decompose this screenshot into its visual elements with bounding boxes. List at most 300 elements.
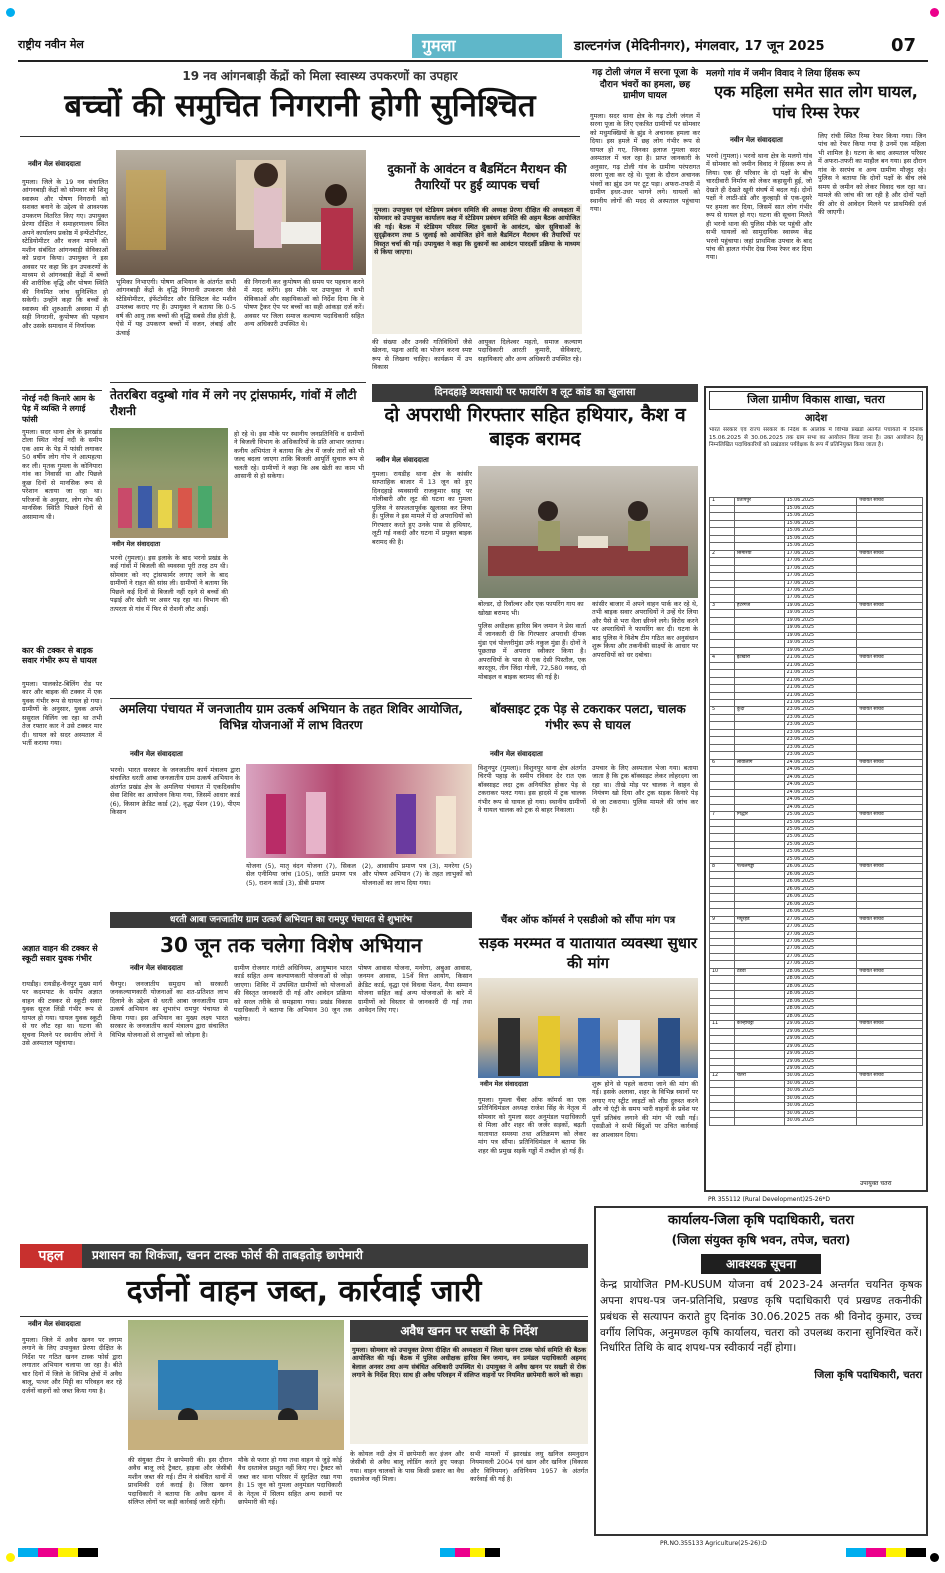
schedule-cell [857,1088,923,1095]
schedule-row [710,849,923,856]
ajnat-text: रायडीह। रायडीह-चैनपुर मुख्य मार्ग पर कदमपाट के समीप अज्ञात वाहन की टक्कर से स्कूटी सवार युवक सूरज लिंडी गंभीर रूप से घायल हो गया। घायल युवक स्कूटी से घर लौट रहा था। घटना की सूचना मिलने पर स्थानीय लोगों ने उसे अस्पताल पहुंचाया। [22,980,102,1048]
malgo-kicker: मलगो गांव में जमीन विवाद ने लिया हिंसक रूप [706,69,860,79]
schedule-cell: 24.06.2025 [784,797,857,804]
schedule-cell: 15.06.2025 [784,513,857,520]
schedule-cell [857,767,923,774]
schedule-cell [734,1006,784,1013]
schedule-cell [857,565,923,572]
schedule-cell [734,662,784,669]
schedule-cell: गिद्धौर [734,812,784,819]
schedule-cell [857,617,923,624]
schedule-cell [734,767,784,774]
schedule-cell: मयूरहंड [734,916,784,923]
schedule-cell: 28.06.2025 [784,983,857,990]
schedule-cell: प्रतापपुर [734,498,784,505]
dukan-text: गुमला। उपायुक्त एवं स्टेडियम प्रबंधन समिति की अध्यक्ष प्रेरणा दीक्षित की अध्यक्षता में सोमवार को उपायुक्त कार्यालय कक्ष में स्टेडियम प्रबंधन समिति की अहम बैठक आयोजित की गई। बैठक में स्टेडियम परिसर स्थित दुकानों के आवंटन, खेल सुविधाओं के सुदृढ़ीकरण तथा 5 जुलाई को आयोजित होने वाले बैडमिंटन मैराथन की तैयारियों पर विस्तृत चर्चा की गई। उपायुक्त ने कहा कि दुकानों का आवंटन पारदर्शी प्रक्रिया के माध्यम से किया जाएगा। [372,204,582,334]
schedule-cell [857,946,923,953]
schedule-row [710,625,923,632]
schedule-cell: 17.06.2025 [784,595,857,602]
pahal-column-1: गुमला। जिले में अवैध खनन पर लगाम लगाने के लिए उपायुक्त प्रेरणा दीक्षित के निर्देश पर गठित खनन टास्क फोर्स द्वारा लगातार अभियान चलाया जा रहा है। बीते चार दिनों में जिले के विभिन्न क्षेत्रों में अवैध बालू, पत्थर और मिट्टी का परिवहन कर रहे दर्जनों वाहनों को जब्त किया गया है। [22,1336,122,1395]
schedule-cell [734,640,784,647]
divider [110,382,366,383]
notice-title: आदेश [804,412,828,424]
schedule-cell [710,580,735,587]
schedule-cell [857,752,923,759]
schedule-cell [734,722,784,729]
schedule-cell [857,1065,923,1072]
schedule-row [710,692,923,699]
schedule-row [710,946,923,953]
schedule-cell [710,931,735,938]
schedule-cell [857,991,923,998]
schedule-cell: 23.06.2025 [784,737,857,744]
malgo-headline: एक महिला समेत सात लोग घायल, पांच रिम्स रेफर [714,82,918,122]
schedule-cell [857,961,923,968]
schedule-cell [857,976,923,983]
pahal-byline: नवीन मेल संवाददाता [28,1320,81,1328]
schedule-cell [734,789,784,796]
schedule-cell [857,1028,923,1035]
chamber-column-2: शुरू होने से पहले कराया जाने की मांग की गई। इसके अलावा, शहर के विभिन्न स्थानों पर लगाए गए स्ट्रीट लाइटों को शीघ्र दुरुस्त करने और नो एंट्री के समय भारी वाहनों के प्रवेश पर पूर्ण प्रतिबंध लगाने की मांग भी रखी गई। एसडीओ ने सभी बिंदुओं पर उचित कार्रवाई का आश्वासन दिया। [592,1080,698,1139]
schedule-cell [734,939,784,946]
schedule-cell [710,1065,735,1072]
pahal-column-2: की संयुक्त टीम ने छापेमारी की। इस दौरान अवैध बालू लदे ट्रैक्टर, हाइवा और जेसीबी मशीन जब्त की गई। टीम ने संबंधित थानों में प्राथमिकी दर्ज कराई है। जिला खनन पदाधिकारी ने बताया कि अवैध खनन में संलिप्त लोगों पर कड़ी कार्रवाई जारी रहेगी। [128,1456,232,1507]
schedule-row [710,602,923,609]
schedule-cell [857,640,923,647]
schedule-cell [710,558,735,565]
schedule-cell [710,662,735,669]
schedule-cell [857,1051,923,1058]
schedule-cell: 27.06.2025 [784,924,857,931]
schedule-cell: 21.06.2025 [784,670,857,677]
amliya-column-1: भरनो। भारत सरकार के जनजातीय कार्य मंत्रालय द्वारा संचालित धरती आबा जनजातीय ग्राम उत्कर्ष अभियान के अंतर्गत प्रखंड क्षेत्र के अमलिया पंचायत में एकदिवसीय सेवा शिविर का आयोजन किया गया, जिसमें आधार कार्ड (6), किसान क्रेडिट कार्ड (2), वृद्धा पेंशन (19), पीएम किसान [110,766,240,817]
schedule-cell: 15.06.2025 [784,528,857,535]
schedule-cell: 3 [710,602,735,609]
schedule-cell [734,849,784,856]
schedule-cell: 23.06.2025 [784,707,857,714]
schedule-cell [734,894,784,901]
schedule-cell [857,505,923,512]
schedule-cell [857,580,923,587]
schedule-row [710,580,923,587]
schedule-cell [710,976,735,983]
photo-police-icon [478,466,698,598]
schedule-cell: पंचायत सचिव [857,864,923,871]
schedule-cell: 26.06.2025 [784,871,857,878]
schedule-cell: 1 [710,498,735,505]
schedule-cell [857,998,923,1005]
schedule-row [710,558,923,565]
schedule-cell: 25.06.2025 [784,841,857,848]
schedule-cell [710,737,735,744]
schedule-cell [857,677,923,684]
schedule-row [710,1095,923,1102]
transformer-column-2: हो रहे थे। इस मौके पर स्थानीय जनप्रतिनिधि व ग्रामीणों ने बिजली विभाग के अधिकारियों के प्रति आभार जताया। कनीय अभियंता ने बताया कि क्षेत्र में जर्जर तारों को भी जल्द बदला जाएगा ताकि बिजली आपूर्ति सुचारु रूप से चलती रहे। ग्रामीणों ने कहा कि अब खेती का काम भी आसानी से हो सकेगा। [234,430,364,481]
schedule-cell [857,1013,923,1020]
schedule-row [710,968,923,975]
schedule-cell [734,946,784,953]
notice-agri-office: कार्यालय-जिला कृषि पदाधिकारी, चतरा [668,1213,854,1228]
schedule-cell: 19.06.2025 [784,625,857,632]
amliya-byline: नवीन मेल संवाददाता [130,750,183,758]
schedule-cell [857,662,923,669]
schedule-cell [710,961,735,968]
boxite-column-2: उपचार के लिए अस्पताल भेजा गया। बताया जाता है कि ट्रक बॉक्साइट लेकर लोहरदगा जा रहा था। तीखे मोड़ पर चालक ने वाहन से नियंत्रण खो दिया और ट्रक सड़क किनारे पेड़ से जा टकराया। पुलिस मामले की जांच कर रही है। [592,764,698,815]
photo-truck-icon [128,1320,344,1450]
schedule-row [710,1013,923,1020]
registration-mark [6,1553,15,1562]
schedule-cell [734,1080,784,1087]
schedule-cell: 12 [710,1073,735,1080]
schedule-cell: 23.06.2025 [784,752,857,759]
dukan-column-a: की संख्या और उनकी गतिविधियों जैसे खेलना, पढ़ना आदि का भोजन करना स्पष्ट रूप से लिखना चाहिए। कार्यक्रम में उप विकास [372,338,472,372]
schedule-cell [857,894,923,901]
schedule-cell [857,543,923,550]
schedule-cell [734,632,784,639]
schedule-cell [734,924,784,931]
schedule-cell: 25.06.2025 [784,849,857,856]
schedule-cell [857,520,923,527]
schedule-cell [710,744,735,751]
schedule-cell [857,886,923,893]
schedule-cell [710,617,735,624]
schedule-cell: 28.06.2025 [784,1006,857,1013]
schedule-row [710,767,923,774]
schedule-cell: 30.06.2025 [784,1095,857,1102]
schedule-cell [734,886,784,893]
schedule-cell: 27.06.2025 [784,939,857,946]
schedule-cell [734,931,784,938]
firing-byline: नवीन मेल संवाददाता [376,456,429,464]
schedule-cell: 30.06.2025 [784,1110,857,1117]
schedule-cell: 15.06.2025 [784,543,857,550]
amliya-headline: अमलिया पंचायत में जनजातीय ग्राम उत्कर्ष अभियान के तहत शिविर आयोजित, विभिन्न योजनाओं में लाभ वितरण [119,702,463,732]
schedule-row [710,804,923,811]
schedule-cell [710,1058,735,1065]
notice-sign: उपायुक्त चतरा [860,1180,892,1187]
schedule-cell [734,610,784,617]
schedule-cell: 25.06.2025 [784,834,857,841]
schedule-cell [734,856,784,863]
schedule-cell [710,909,735,916]
pahal-headline: दर्जनों वाहन जब्त, कार्रवाई जारी [126,1274,482,1309]
schedule-cell: 19.06.2025 [784,610,857,617]
schedule-cell: 17.06.2025 [784,573,857,580]
schedule-row [710,752,923,759]
schedule-cell [710,535,735,542]
schedule-row [710,662,923,669]
schedule-cell [857,924,923,931]
schedule-row [710,782,923,789]
dharti-column-1: चैनपुर। जनजातीय समुदाय को सरकारी जनकल्याणकारी योजनाओं का शत-प्रतिशत लाभ दिलाने के उद्देश्य से धरती आबा जनजातीय ग्राम उत्कर्ष अभियान का शुभारंभ रामपुर पंचायत से किया गया। इस अभियान का मुख्य लक्ष्य भारत सरकार के जनजातीय कार्य मंत्रालय द्वारा संचालित विभिन्न योजनाओं से लाभुकों को जोड़ना है। [110,980,228,1039]
schedule-row [710,789,923,796]
schedule-row [710,1028,923,1035]
schedule-cell: 15.06.2025 [784,498,857,505]
schedule-cell [734,587,784,594]
notice-office: जिला ग्रामीण विकास शाखा, चतरा [709,391,923,410]
notice-agri-pr: PR.NO.355133 Agriculture(25-26):D [660,1540,767,1547]
schedule-cell [710,729,735,736]
photo-officials-icon [116,150,366,275]
schedule-cell [734,953,784,960]
schedule-cell [857,685,923,692]
schedule-cell [734,744,784,751]
dharti-kicker: धरती आबा जनजातीय ग्राम उत्कर्ष अभियान का रामपुर पंचायत से शुभारंभ [110,912,472,928]
transformer-photo [110,428,228,538]
schedule-cell [734,595,784,602]
schedule-row [710,737,923,744]
schedule-cell [710,774,735,781]
schedule-cell [710,819,735,826]
schedule-cell [710,632,735,639]
schedule-cell [857,1118,923,1125]
schedule-cell: पंचायत सचिव [857,707,923,714]
schedule-cell: पंचायत सचिव [857,498,923,505]
schedule-cell: 21.06.2025 [784,677,857,684]
dharti-byline: नवीन मेल संवाददाता [130,964,183,972]
pahal-column-3: मौके से फरार हो गया तथा वाहन से जुड़े कोई वैध दस्तावेज प्रस्तुत नहीं किए गए। ट्रैक्टर को जब्त कर थाना परिसर में सुरक्षित रखा गया है। 15 जून को गुमला अनुमंडल पदाधिकारी के नेतृत्व में सिलम सहित अन्य स्थानों पर छापेमारी की गई। [238,1456,342,1507]
schedule-row [710,797,923,804]
schedule-cell [734,961,784,968]
schedule-cell [710,1103,735,1110]
notice-intro: भारत सरकार एवं राज्य सरकार के निर्देश के आलोक में विभिन्न प्रखंडों अंतर्गत पंचायतों में दिनांक 15.06.2025 से 30.06.2025 तक ग्राम सभा का आयोजन किया जाना है। उक्त आयोजन हेतु निम्नलिखित पदाधिकारियों को प्रखंडवार पर्यवेक्षक के रूप में प्रतिनियुक्त किया जाता है। [709,427,923,449]
schedule-cell: 26.06.2025 [784,909,857,916]
schedule-cell: पंचायत सचिव [857,968,923,975]
schedule-cell [710,804,735,811]
schedule-cell [857,692,923,699]
schedule-cell [710,714,735,721]
schedule-cell [857,953,923,960]
pahal-kicker: प्रशासन का शिकंजा, खनन टास्क फोर्स की ताबड़तोड़ छापेमारी [92,1248,363,1262]
schedule-cell: 27.06.2025 [784,953,857,960]
schedule-cell [710,998,735,1005]
avaidh-column-1: के कोयल नदी क्षेत्र में छापेमारी कर इंजन और जेसीबी से अवैध बालू लोडिंग करते हुए पकड़ा गया। वाहन चालकों के पास किसी प्रकार का वैध दस्तावेज नहीं मिला। [350,1450,464,1484]
schedule-cell [857,1095,923,1102]
schedule-row [710,513,923,520]
notice-schedule-table [709,497,923,1125]
schedule-cell [857,573,923,580]
schedule-cell: 8 [710,864,735,871]
schedule-row [710,573,923,580]
schedule-cell: 24.06.2025 [784,782,857,789]
schedule-cell: 25.06.2025 [784,856,857,863]
schedule-cell [857,909,923,916]
chamber-photo [478,978,698,1078]
schedule-cell [734,752,784,759]
schedule-cell [734,1118,784,1125]
schedule-row [710,879,923,886]
schedule-cell: 19.06.2025 [784,632,857,639]
schedule-cell [734,535,784,542]
schedule-cell: 17.06.2025 [784,580,857,587]
malgo-text: भरनो (गुमला)। भरनो थाना क्षेत्र के मलगो गांव में सोमवार को जमीन विवाद ने हिंसक रूप ले लिया। एक ही परिवार के दो पक्षों के बीच चारदीवारी निर्माण को लेकर कहासुनी हुई, जो देखते ही देखते खूनी संघर्ष में बदल गई। दोनों पक्षों ने लाठी-डंडे और कुल्हाड़ी से एक-दूसरे पर हमला कर दिया, जिसमें सात लोग गंभीर रूप से घायल हो गए। घटना की सूचना मिलते ही भरनो थाना की पुलिस मौके पर पहुंची और सभी घायलों को सामुदायिक स्वास्थ्य केंद्र भरनो पहुंचाया। जहां प्राथमिक उपचार के बाद पांच की हालत गंभीर देख रिम्स रेफर कर दिया गया। [706,152,812,262]
schedule-cell [734,841,784,848]
schedule-row [710,812,923,819]
schedule-cell [857,931,923,938]
schedule-cell [710,834,735,841]
schedule-cell [734,580,784,587]
schedule-row [710,961,923,968]
notice-agri-body: केन्द्र प्रायोजित PM-KUSUM योजना वर्ष 2023-24 अन्तर्गत चयनित कृषक अपना शपथ-पत्र जन-प्रतिनिधि, प्रखण्ड कृषि पदाधिकारी एवं प्रखण्ड तकनीकी प्रबंधक से सत्यापन कराते हुए दिनांक 30.06.2025 तक श्री विनोद कुमार, उच्च वर्गीय लिपिक, अनुमण्डल कृषि कार्यालय, चतरा को उपलब्ध कराना सुनिश्चित करें। निर्धारित तिथि के बाद शपथ-पत्र स्वीकार्य नहीं होगा। [600,1278,922,1355]
lead-photo [116,150,366,275]
schedule-cell [857,983,923,990]
schedule-cell: 23.06.2025 [784,722,857,729]
photo-camp-icon [246,764,472,858]
schedule-row [710,722,923,729]
masthead [18,32,928,62]
schedule-cell [857,670,923,677]
schedule-cell [857,789,923,796]
firing-caption: बोल्डर, दो रिवॉल्वर और एक फायरिंग गाय का खोखा बरामद भी। [478,600,584,617]
schedule-cell [857,610,923,617]
gadtoli-headline: गढ़ टोली जंगल में सरना पूजा के दौरान भंवरों का हमला, छह ग्रामीण घायल [592,68,698,102]
schedule-row [710,685,923,692]
transformer-column-1: भरनो (गुमला)। इस इलाके के बाद भरनो प्रखंड के कई गांवों में बिजली की व्यवस्था पूरी तरह ठप थी। सोमवार को नए ट्रांसफार्मर लगाए जाने के बाद ग्रामीणों ने राहत की सांस ली। ग्रामीणों ने बताया कि पिछले कई दिनों से बिजली नहीं रहने से बच्चों की पढ़ाई और खेती पर असर पड़ रहा था। विभाग की तत्परता से गांव में फिर से रोशनी लौट आई। [110,554,228,613]
schedule-cell [734,1028,784,1035]
chamber-column-1: गुमला। गुमला चैंबर ऑफ कॉमर्स का एक प्रतिनिधिमंडल अध्यक्ष राजेश सिंह के नेतृत्व में सोमवार को गुमला सदर अनुमंडल पदाधिकारी से मिला और शहर की जर्जर सड़कों, बढ़ती यातायात समस्या तथा अतिक्रमण को लेकर मांग पत्र सौंपा। प्रतिनिधिमंडल ने बताया कि शहर की प्रमुख सड़कें गड्ढों में तब्दील हो गई हैं। [478,1096,586,1155]
transformer-headline: तेतरबिरा वदुम्बो गांव में लगे नए ट्रांसफार्मर, गांवों में लौटी रौशनी [110,388,357,418]
schedule-cell [734,782,784,789]
schedule-cell [857,1058,923,1065]
schedule-cell: 17.06.2025 [784,550,857,557]
schedule-cell: 26.06.2025 [784,886,857,893]
schedule-cell [710,953,735,960]
schedule-cell [710,520,735,527]
schedule-cell [710,625,735,632]
schedule-cell [710,826,735,833]
dharti-column-2: ग्रामीण रोजगार गारंटी अधिनियम, आयुष्मान भारत कार्ड सहित अन्य कल्याणकारी योजनाओं से जोड़ा जाएगा। शिविर में उपस्थित ग्रामीणों को योजनाओं की विस्तृत जानकारी दी गई और आवेदन प्रक्रिया को सरल तरीके से समझाया गया। प्रखंड विकास पदाधिकारी ने बताया कि अभियान 30 जून तक चलेगा। [234,964,352,1023]
divider [110,698,472,699]
divider [20,1316,588,1317]
schedule-cell [857,587,923,594]
schedule-cell [857,826,923,833]
schedule-cell: 29.06.2025 [784,1058,857,1065]
divider [20,390,102,391]
schedule-cell: पंचायत सचिव [857,916,923,923]
schedule-cell: पत्थलगड्डा [734,864,784,871]
schedule-cell [734,692,784,699]
schedule-cell: 17.06.2025 [784,558,857,565]
schedule-cell: 26.06.2025 [784,901,857,908]
schedule-cell [734,737,784,744]
schedule-row [710,774,923,781]
notice-agriculture [594,1206,928,1536]
dukan-column-b: आयुक्त दिलेश्वर महतो, समाज कल्याण पदाधिकारी आरती कुमारी, सेविकाएं, सहायिकाएं और अन्य अधिकारी उपस्थित रहे। [478,338,582,363]
schedule-row [710,1110,923,1117]
schedule-row [710,1118,923,1125]
car-headline: कार की टक्कर से बाइक सवार गंभीर रूप से घायल [22,646,97,666]
schedule-cell [734,1058,784,1065]
schedule-cell [710,595,735,602]
schedule-cell: 15.06.2025 [784,520,857,527]
schedule-cell: 30.06.2025 [784,1118,857,1125]
schedule-row [710,931,923,938]
ajnat-headline: अज्ञात वाहन की टक्कर से स्कूटी सवार युवक गंभीर [22,944,98,964]
schedule-cell: 5 [710,707,735,714]
schedule-cell: 25.06.2025 [784,812,857,819]
schedule-cell [857,714,923,721]
schedule-cell [857,1036,923,1043]
schedule-cell: 30.06.2025 [784,1088,857,1095]
schedule-cell: 19.06.2025 [784,647,857,654]
nadi-headline: नोरई नदी किनारे आम के पेड़ में व्यक्ति ने लगाई फांसी [22,394,95,424]
schedule-cell: 21.06.2025 [784,685,857,692]
lead-byline: नवीन मेल संवाददाता [28,160,81,168]
schedule-cell: 27.06.2025 [784,946,857,953]
lead-kicker: 19 नव आंगनबाड़ी केंद्रों को मिला स्वास्थ्य उपकरणों का उपहार [182,69,458,83]
schedule-cell [710,856,735,863]
schedule-cell: टंडवा [734,968,784,975]
schedule-row [710,1080,923,1087]
schedule-cell [710,871,735,878]
page-number: 07 [891,35,917,56]
schedule-cell: 29.06.2025 [784,1021,857,1028]
registration-mark [6,8,15,17]
schedule-cell: 28.06.2025 [784,968,857,975]
schedule-cell [734,1103,784,1110]
lead-column-3: की निगरानी कर कुपोषण की समय पर पहचान करने में मदद करेंगे। इस मौके पर उपायुक्त ने सभी सेविकाओं और सहायिकाओं को निर्देश दिया कि वे पोषण ट्रैकर ऐप पर बच्चों का सही आंकड़ा दर्ज करें। अवसर पर जिला समाज कल्याण पदाधिकारी सहित अन्य अधिकारी उपस्थित थे। [244,278,364,329]
schedule-cell [710,1036,735,1043]
schedule-cell [734,1088,784,1095]
schedule-cell: 19.06.2025 [784,640,857,647]
schedule-cell: 19.06.2025 [784,617,857,624]
schedule-cell: 27.06.2025 [784,931,857,938]
dukan-headline: दुकानों के आवंटन व बैडमिंटन मैराथन की तैयारियों पर हुई व्यापक चर्चा [387,162,567,192]
firing-kicker: दिनदहाड़े व्यवसायी पर फायरिंग व लूट कांड का खुलासा [372,384,698,402]
schedule-cell [734,513,784,520]
boxite-column-1: विशुनपुर (गुमला)। विशुनपुर थाना क्षेत्र अंतर्गत चिरपी पहाड़ के समीप रविवार देर रात एक बॉक्साइट लदा ट्रक अनियंत्रित होकर पेड़ से टकराकर पलट गया। इस हादसे में ट्रक चालक गंभीर रूप से घायल हो गया। स्थानीय ग्रामीणों ने घायल चालक को ट्रक से बाहर निकाला। [478,764,586,815]
schedule-cell [734,670,784,677]
schedule-cell [857,535,923,542]
schedule-row [710,528,923,535]
schedule-cell: हंटरगंज [734,602,784,609]
schedule-cell [857,595,923,602]
schedule-cell [857,700,923,707]
schedule-cell: 24.06.2025 [784,774,857,781]
schedule-cell: 23.06.2025 [784,714,857,721]
schedule-row [710,871,923,878]
schedule-cell: 24.06.2025 [784,767,857,774]
schedule-cell [857,528,923,535]
schedule-cell: 29.06.2025 [784,1065,857,1072]
schedule-cell: 30.06.2025 [784,1073,857,1080]
pahal-banner [20,1244,588,1268]
schedule-cell: 15.06.2025 [784,505,857,512]
schedule-cell [710,700,735,707]
schedule-row [710,886,923,893]
schedule-cell [710,685,735,692]
schedule-row [710,998,923,1005]
schedule-cell [710,677,735,684]
schedule-cell [857,632,923,639]
schedule-cell: 21.06.2025 [784,662,857,669]
schedule-row [710,894,923,901]
schedule-cell [710,610,735,617]
schedule-cell [734,871,784,878]
schedule-cell [734,991,784,998]
schedule-cell [734,1095,784,1102]
schedule-row [710,939,923,946]
schedule-cell [710,797,735,804]
schedule-cell [857,849,923,856]
paper-name: राष्ट्रीय नवीन मेल [18,38,84,51]
schedule-cell [857,722,923,729]
schedule-cell [710,1095,735,1102]
color-bar [18,1548,98,1557]
schedule-cell [857,939,923,946]
schedule-cell: 30.06.2025 [784,1080,857,1087]
lead-column-2: भूमिका निभाएगी। पोषण अभियान के अंतर्गत सभी आंगनबाड़ी केंद्रों के वृद्धि निगरानी उपकरण जैसे स्टेडियोमीटर, इंफेंटोमीटर और डिजिटल वेट मशीन उपलब्ध कराए गए हैं। उपायुक्त ने बताया कि 0-5 वर्ष की आयु तक बच्चों की वृद्धि सबसे तीव्र होती है, ऐसे में यह उपकरण बच्चों में वजन, लंबाई और ऊंचाई [116,278,236,337]
